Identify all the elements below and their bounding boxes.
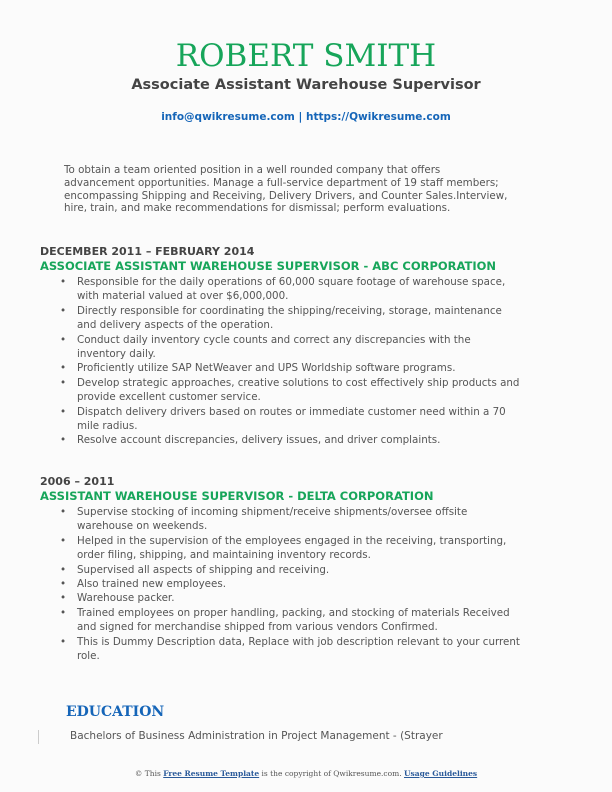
- bullet-text: Helped in the supervision of the employees engaged in the receiving, transporting, order filing, shipping, and maintaining inventory records.: [77, 534, 507, 562]
- bullet-text: Supervise stocking of incoming shipment/receive shipments/oversee offsite warehouse on weekends.: [77, 506, 468, 533]
- bullet-text: Directly responsible for coordinating the shipping/receiving, storage, maintenance and delivery aspects of the operation.: [77, 304, 502, 332]
- bullet-text: Conduct daily inventory cycle counts and correct any discrepancies with the inventory daily.: [77, 333, 471, 361]
- list-item: [60, 304, 522, 333]
- bullet-icon: •: [60, 333, 67, 346]
- list-item: [60, 505, 522, 534]
- bullet-icon: •: [60, 434, 67, 447]
- footer-text: © This: [134, 769, 164, 778]
- bullet-text: This is Dummy Description data, Replace with job description relevant to your current role.: [77, 635, 520, 663]
- bullet-icon: •: [60, 362, 67, 375]
- list-item: [60, 606, 522, 635]
- job-bullets: [60, 275, 522, 448]
- job-dates: 2006 – 2011: [40, 475, 115, 488]
- bullet-icon: •: [60, 276, 67, 288]
- footer: [0, 769, 612, 778]
- bullet-text: Dispatch delivery drivers based on routes or immediate customer need within a 70 mile radius.: [77, 405, 506, 433]
- bullet-text: Develop strategic approaches, creative solutions to cost effectively ship products and provide excellent customer service.: [77, 376, 520, 404]
- bullet-icon: •: [60, 606, 67, 619]
- job-title: ASSISTANT WAREHOUSE SUPERVISOR - DELTA CORPORATION: [40, 489, 434, 503]
- bullet-icon: •: [60, 506, 67, 518]
- bullet-icon: •: [60, 304, 67, 317]
- list-item: [60, 563, 522, 577]
- contact-line: [0, 111, 612, 123]
- website-link[interactable]: https://Qwikresume.com: [305, 111, 451, 123]
- list-item: [60, 361, 522, 375]
- bullet-text: Also trained new employees.: [77, 578, 226, 591]
- bullet-icon: •: [60, 563, 67, 576]
- list-item: [60, 433, 522, 447]
- summary-text: To obtain a team oriented position in a well rounded company that offers advancement opportunities. Manage a full-service department of 19 staff members; encompassing Shipping and Receiving, Delivery Drivers, and Counter Sales.Interview, hire, train, and make recommendations for dismissal; perform evaluations.: [64, 164, 508, 215]
- footer-text: is the copyright of Qwikresume.com.: [259, 769, 405, 778]
- list-item: [60, 635, 522, 664]
- bullet-text: Responsible for the daily operations of 60,000 square footage of warehouse space, with material valued at over $6,000,000.: [77, 276, 506, 303]
- bullet-icon: •: [60, 376, 67, 389]
- list-item: [60, 591, 522, 605]
- bullet-icon: •: [60, 592, 67, 605]
- separator: |: [294, 111, 306, 123]
- bullet-text: Trained employees on proper handling, packing, and stocking of materials Received and signed for merchandise shipped from various vendors Confirmed.: [77, 606, 510, 634]
- job-title: ASSOCIATE ASSISTANT WAREHOUSE SUPERVISOR - ABC CORPORATION: [40, 259, 497, 273]
- bullet-text: Resolve account discrepancies, delivery issues, and driver complaints.: [77, 434, 441, 447]
- bullet-icon: •: [60, 578, 67, 591]
- job-bullets: [60, 505, 522, 663]
- education-item: Bachelors of Business Administration in Project Management - (Strayer: [70, 730, 443, 742]
- email-link[interactable]: info@qwikresume.com: [161, 111, 295, 123]
- bullet-icon: •: [60, 534, 67, 547]
- list-item: [60, 275, 522, 304]
- bullet-text: Warehouse packer.: [77, 592, 175, 605]
- list-item: [60, 577, 522, 591]
- bullet-text: Supervised all aspects of shipping and receiving.: [77, 563, 330, 576]
- candidate-title: Associate Assistant Warehouse Supervisor: [131, 77, 481, 93]
- free-template-link[interactable]: Free Resume Template: [163, 769, 260, 778]
- job-dates: DECEMBER 2011 – FEBRUARY 2014: [40, 245, 255, 258]
- list-item: [60, 405, 522, 434]
- bullet-text: Proficiently utilize SAP NetWeaver and UPS Worldship software programs.: [77, 362, 456, 375]
- usage-guidelines-link[interactable]: Usage Guidelines: [404, 769, 478, 778]
- education-heading: EDUCATION: [66, 704, 165, 720]
- list-item: [60, 534, 522, 563]
- bullet-icon: •: [60, 635, 67, 648]
- candidate-name: ROBERT SMITH: [175, 38, 437, 74]
- education-divider: [38, 730, 39, 744]
- bullet-icon: •: [60, 405, 67, 418]
- list-item: [60, 333, 522, 362]
- list-item: [60, 376, 522, 405]
